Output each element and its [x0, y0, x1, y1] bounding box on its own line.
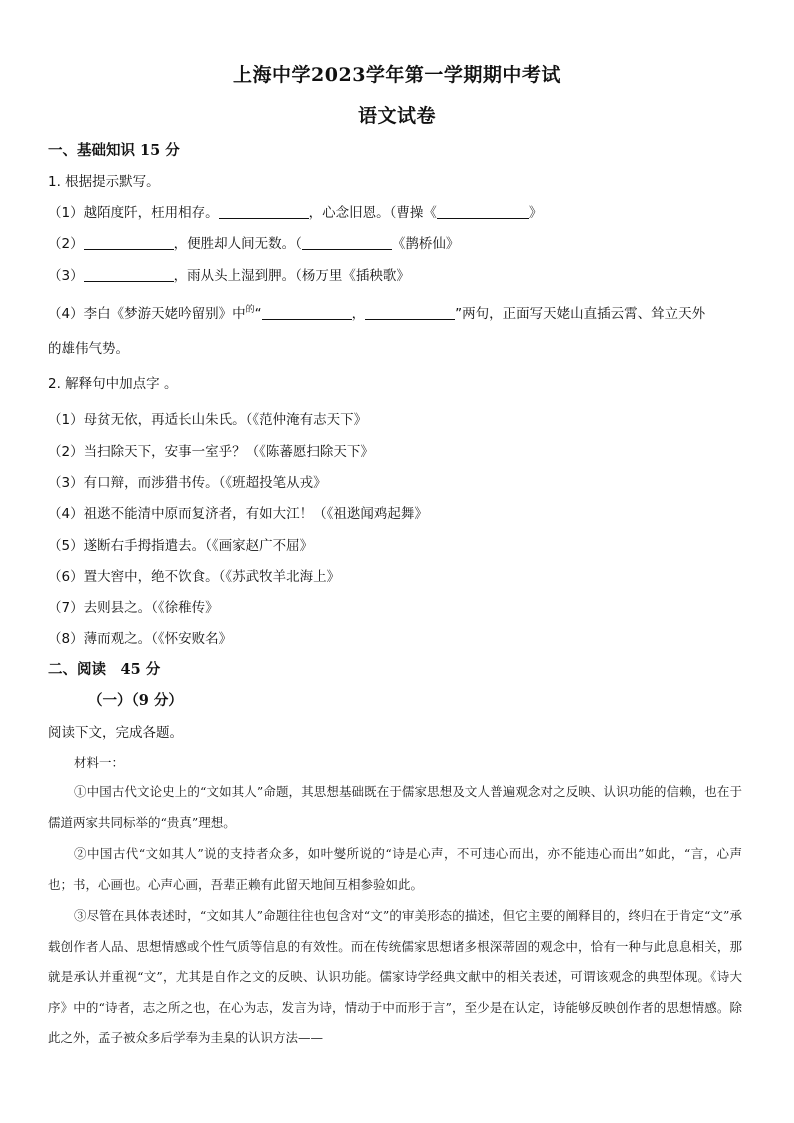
answer-blank[interactable] [365, 305, 455, 320]
q1-item-4-comma: ， [351, 306, 366, 322]
q1-item-4-continued: 的雄伟气势。 [48, 341, 129, 357]
q1-item-4-quote-open: “ [254, 306, 262, 322]
q1-item-4-post: ”两句，正面写天姥山直插云霄、耸立天外 [455, 306, 706, 322]
section-heading-basic: 一、基础知识 15 分 [48, 142, 180, 159]
q1-item-4-pre: （4）李白《梦游天姥吟留别》中 [48, 306, 246, 322]
passage-paragraph-1: ①中国古代文论史上的“文如其人”命题，其思想基础既在于儒家思想及文人普遍观念对之反映、认识功能的信赖，也在于儒道两家共同标举的“贵真”理想。 [48, 784, 742, 830]
q1-item-1-post: 》 [528, 205, 543, 221]
exam-title: 上海中学2023学年第一学期期中考试 [233, 64, 561, 86]
q2-item: （7）去则县之。（《徐稚传》 [48, 600, 219, 616]
passage-paragraph-3: ③尽管在具体表述时，“文如其人”命题往往也包含对“文”的审美形态的描述，但它主要的阐释目的，终归在于肯定“文”承载创作者人品、思想情感或个性气质等信息的有效性。而在传统儒家思想诸多根深蒂固的观念中，恰有一种与此息息相关，那就是承认并重视“文”，尤其是自作之文的反映、认识功能。儒家诗学经典文献中的相关表述，可谓该观念的典型体现。《诗大序》中的“诗者，志之所之也，在心为志，发言为诗，情动于中而形于言”，至少是在认定，诗能够反映创作者的思想情感。除此之外，孟子被众多后学奉为圭臬的认识方法—— [48, 908, 742, 1045]
q1-item-3-post: ，雨从头上湿到胛。（杨万里《插秧歌》 [173, 268, 410, 284]
q1-item-4-sup: 的 [245, 305, 255, 315]
section-heading-reading: 二、阅读 45 分 [48, 661, 161, 678]
q1-item-2-pre: （2） [48, 236, 84, 252]
answer-blank[interactable] [84, 267, 174, 282]
answer-blank[interactable] [302, 235, 392, 250]
material-label: 材料一： [74, 755, 125, 770]
exam-subtitle: 语文试卷 [357, 105, 436, 127]
q1-item-2 [48, 232, 746, 252]
answer-blank[interactable] [219, 204, 309, 219]
passage-paragraph-2: ②中国古代“文如其人”说的支持者众多，如叶燮所说的“诗是心声，不可违心而出，亦不能违心而出”如此，“言，心声也；书，心画也。心声心画，吾辈正赖有此留天地间互相参验如此。 [48, 846, 742, 892]
q1-item-1-mid: ，心念旧恩。（曹操《 [308, 205, 437, 221]
question-1-prompt: 1. 根据提示默写。 [48, 174, 160, 190]
reading-part-1-heading: （一）（9 分） [88, 692, 183, 709]
q1-item-4 [48, 302, 746, 322]
question-2-prompt: 2. 解释句中加点字 。 [48, 376, 178, 392]
q2-item: （5）遂断右手拇指遣去。（《画家赵广不屈》 [48, 538, 314, 554]
q1-item-2-post: 《鹊桥仙》 [391, 236, 460, 252]
q1-item-3-pre: （3） [48, 268, 84, 284]
answer-blank[interactable] [437, 204, 529, 219]
q2-item: （3）有口辩，而涉猎书传。（《班超投笔从戎》 [48, 475, 327, 491]
q2-item: （6）置大窖中，绝不饮食。（《苏武牧羊北海上》 [48, 569, 341, 585]
q1-item-1 [48, 201, 746, 221]
q1-item-1-pre: （1）越陌度阡，枉用相存。 [48, 205, 219, 221]
answer-blank[interactable] [84, 235, 174, 250]
q2-item: （2）当扫除天下，安事一室乎？（《陈蕃愿扫除天下》 [48, 444, 374, 460]
q1-item-2-mid: ，便胜却人间无数。（ [173, 236, 302, 252]
q2-item: （1）母贫无依，再适长山朱氏。（《范仲淹有志天下》 [48, 412, 368, 428]
q2-item: （4）祖逖不能清中原而复济者，有如大江！（《祖逖闻鸡起舞》 [48, 506, 428, 522]
reading-instruction: 阅读下文，完成各题。 [48, 725, 183, 741]
q1-item-3 [48, 264, 746, 284]
q2-item: （8）薄而观之。（《怀安败名》 [48, 631, 233, 647]
answer-blank[interactable] [262, 305, 352, 320]
